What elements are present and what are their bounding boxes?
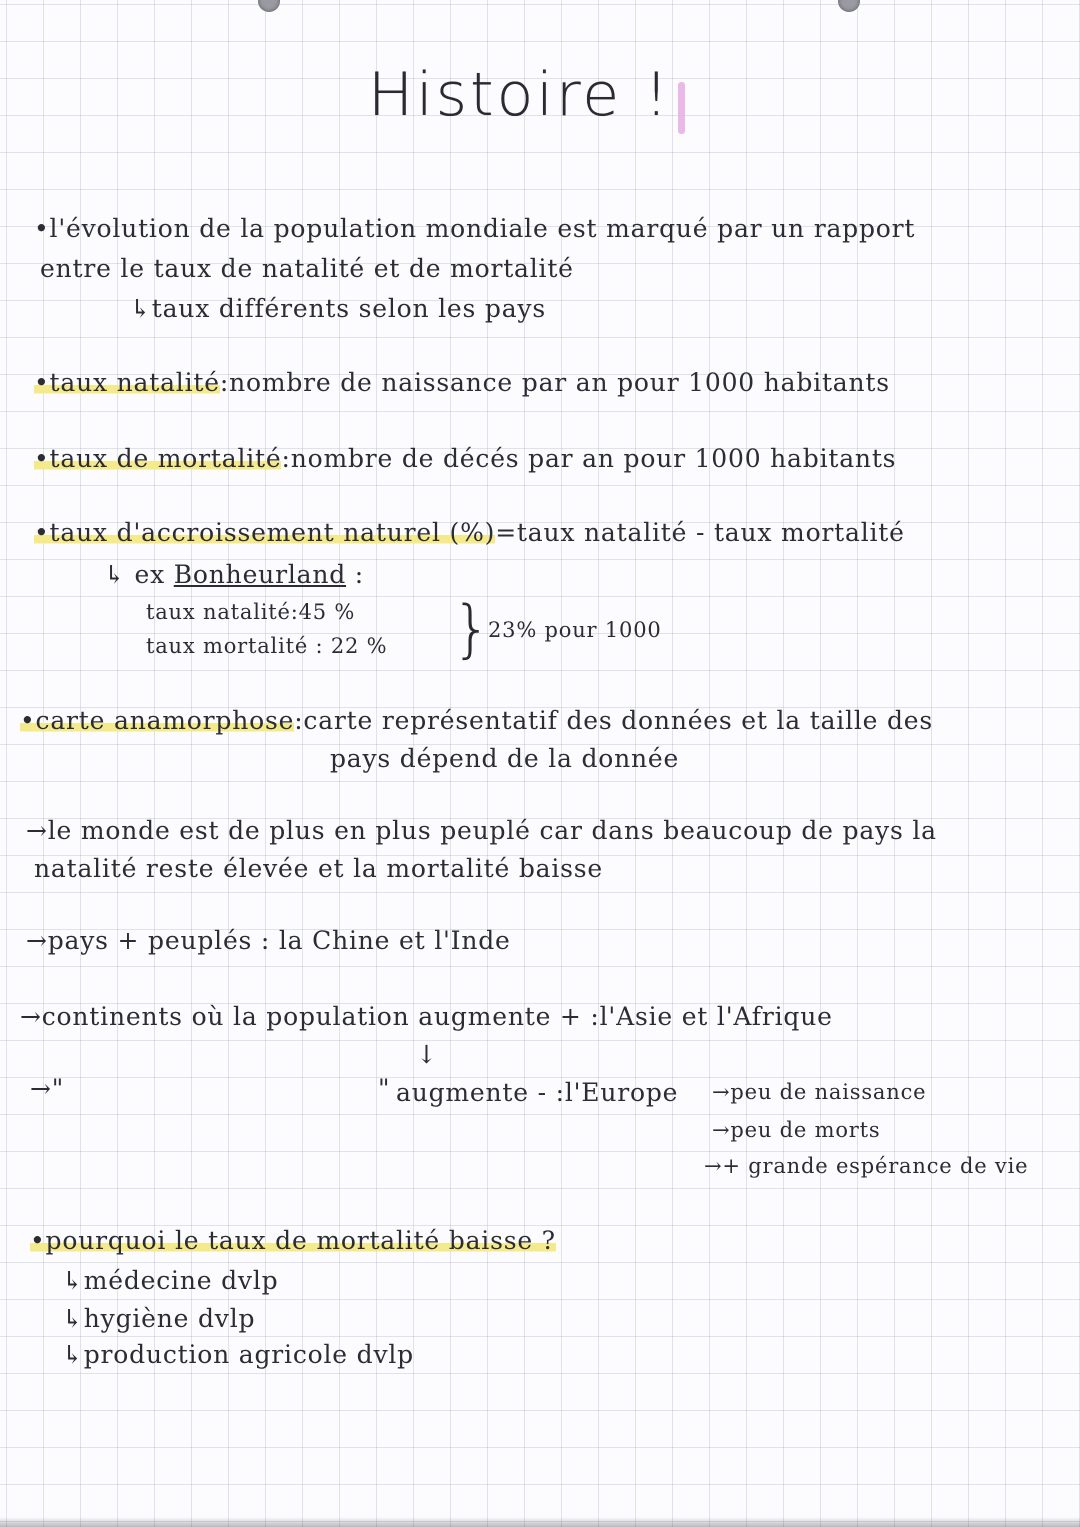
carte-def-1: :carte représentatif des données et la taille des — [294, 706, 934, 735]
monde-line-2: natalité reste élevée et la mortalité baisse — [34, 854, 603, 883]
continents-plus: →continents où la population augmente + :l'Asie et l'Afrique — [20, 1002, 833, 1031]
intro-line-1: •l'évolution de la population mondiale est marqué par un rapport — [34, 214, 916, 243]
pourquoi-question — [30, 1226, 556, 1255]
mortalite-definition — [34, 444, 896, 473]
arrow-down: ↓ — [416, 1040, 438, 1069]
mortalite-def: :nombre de décés par an pour 1000 habitants — [281, 444, 897, 473]
europe-line-2: →peu de morts — [712, 1118, 881, 1142]
title-highlight — [678, 82, 685, 134]
mortalite-term: •taux de mortalité — [34, 444, 282, 473]
raison-1: ↳médecine dvlp — [62, 1266, 279, 1295]
carte-term: •carte anamorphose — [20, 706, 295, 735]
ditto-mark: " — [378, 1074, 391, 1103]
raison-2: ↳hygiène dvlp — [62, 1304, 256, 1333]
intro-line-2: entre le taux de natalité et de mortalité — [40, 254, 574, 283]
natalite-definition — [34, 368, 890, 397]
intro-line-3: ↳taux différents selon les pays — [130, 294, 546, 323]
example-mortalite: taux mortalité : 22 % — [146, 634, 388, 658]
pourquoi-text: •pourquoi le taux de mortalité baisse ? — [30, 1226, 556, 1255]
example-natalite: taux natalité:45 % — [146, 600, 356, 624]
page-bottom-edge — [0, 1517, 1080, 1527]
europe-line-3: →+ grande espérance de vie — [704, 1154, 1029, 1178]
raison-3: ↳production agricole dvlp — [62, 1340, 414, 1369]
ditto-arrow: →" — [30, 1074, 65, 1103]
example-result: 23% pour 1000 — [488, 618, 662, 642]
pays-peuples: →pays + peuplés : la Chine et l'Inde — [26, 926, 511, 955]
example-country: Bonheurland — [173, 560, 347, 589]
example-colon: : — [354, 560, 365, 589]
example-brace: } — [452, 592, 492, 665]
accroissement-definition — [34, 518, 905, 547]
binder-hole-right — [838, 0, 860, 12]
continents-moins: augmente - :l'Europe — [396, 1078, 679, 1107]
example-label: ↳ ex — [104, 560, 165, 589]
accroissement-def: =taux natalité - taux mortalité — [495, 518, 905, 547]
natalite-def: :nombre de naissance par an pour 1000 habitants — [219, 368, 890, 397]
example-header — [104, 560, 364, 589]
monde-line-1: →le monde est de plus en plus peuplé car dans beaucoup de pays la — [26, 816, 937, 845]
carte-definition — [20, 706, 933, 735]
europe-line-1: →peu de naissance — [712, 1080, 927, 1104]
natalite-term: •taux natalité — [34, 368, 220, 397]
accroissement-term: •taux d'accroissement naturel (%) — [34, 518, 496, 547]
page-title: Histoire ! — [368, 60, 672, 130]
carte-def-2: pays dépend de la donnée — [330, 744, 680, 773]
binder-hole-left — [258, 0, 280, 12]
